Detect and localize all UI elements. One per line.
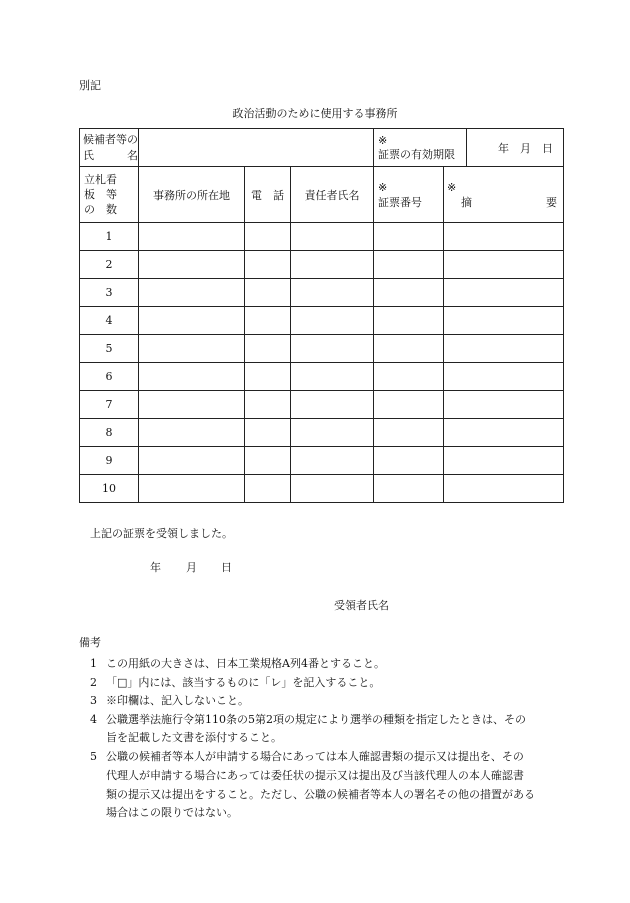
table-row (80, 223, 564, 251)
remarks-field[interactable] (444, 475, 564, 503)
validity-label: 証票の有効期限 (378, 147, 455, 161)
note-line (90, 695, 249, 706)
location-field[interactable] (139, 279, 245, 307)
header-remarks-left: 摘 (461, 195, 472, 209)
phone-field[interactable] (245, 279, 291, 307)
row-number: 7 (80, 391, 139, 419)
location-field[interactable] (139, 475, 245, 503)
responsible-field[interactable] (291, 363, 374, 391)
remarks-field[interactable] (444, 279, 564, 307)
candidate-label-line1: 候補者等の (83, 132, 138, 146)
row-number: 9 (80, 447, 139, 475)
note-text: 場合はこの限りではない。 (106, 806, 238, 819)
note-text: 「□」内には、該当するものに「レ」を記入すること。 (106, 676, 381, 689)
receipt-month: 月 (186, 561, 197, 574)
candidate-label-line2: 氏 名 (83, 148, 138, 162)
validity-date: 年 月 日 (467, 129, 564, 167)
cert-no-field[interactable] (374, 335, 444, 363)
table-row (80, 251, 564, 279)
phone-field[interactable] (245, 363, 291, 391)
table-row (80, 419, 564, 447)
cert-no-field[interactable] (374, 251, 444, 279)
cert-no-field[interactable] (374, 447, 444, 475)
received-text: 上記の証票を受領しました。 (90, 527, 233, 540)
remarks-field[interactable] (444, 363, 564, 391)
note-line (90, 732, 282, 743)
header-remarks-mark: ※ (447, 180, 457, 194)
form-title: 政治活動のために使用する事務所 (232, 107, 398, 120)
remarks-field[interactable] (444, 251, 564, 279)
responsible-field[interactable] (291, 447, 374, 475)
note-line (90, 714, 526, 725)
phone-field[interactable] (245, 335, 291, 363)
header-remarks-label (447, 195, 563, 210)
header-cert-no (374, 167, 444, 223)
location-field[interactable] (139, 447, 245, 475)
cert-no-field[interactable] (374, 363, 444, 391)
note-text: 旨を記載した文書を添付すること。 (106, 731, 282, 744)
note-line (90, 658, 385, 669)
location-field[interactable] (139, 363, 245, 391)
responsible-field[interactable] (291, 335, 374, 363)
cert-no-field[interactable] (374, 279, 444, 307)
table-row (80, 447, 564, 475)
responsible-field[interactable] (291, 391, 374, 419)
note-text: 公職選挙法施行令第110条の5第2項の規定により選挙の種類を指定したときは、その (106, 713, 526, 726)
note-text: この用紙の大きさは、日本工業規格A列4番とすること。 (106, 657, 385, 670)
remarks-field[interactable] (444, 307, 564, 335)
appendix-label: 別記 (79, 79, 101, 92)
location-field[interactable] (139, 391, 245, 419)
validity-mark: ※ (378, 133, 388, 147)
phone-field[interactable] (245, 307, 291, 335)
responsible-field[interactable] (291, 251, 374, 279)
note-number: 3 (90, 694, 97, 707)
remarks-field[interactable] (444, 335, 564, 363)
receipt-year: 年 (150, 561, 161, 574)
note-text: ※印欄は、記入しないこと。 (106, 694, 249, 707)
office-table (79, 128, 564, 503)
phone-field[interactable] (245, 251, 291, 279)
header-count (80, 167, 139, 223)
table-row (80, 391, 564, 419)
header-responsible: 責任者氏名 (291, 167, 374, 223)
receiver-label: 受領者氏名 (334, 599, 389, 612)
row-number: 2 (80, 251, 139, 279)
cert-no-field[interactable] (374, 475, 444, 503)
header-cert-mark: ※ (378, 180, 388, 194)
row-number: 8 (80, 419, 139, 447)
remarks-field[interactable] (444, 447, 564, 475)
notes-heading: 備考 (79, 636, 101, 649)
cert-no-field[interactable] (374, 223, 444, 251)
cert-no-field[interactable] (374, 307, 444, 335)
remarks-field[interactable] (444, 419, 564, 447)
note-line (90, 807, 238, 818)
note-number: 5 (90, 750, 97, 763)
phone-field[interactable] (245, 391, 291, 419)
responsible-field[interactable] (291, 475, 374, 503)
location-field[interactable] (139, 223, 245, 251)
responsible-field[interactable] (291, 223, 374, 251)
table-row (80, 335, 564, 363)
phone-field[interactable] (245, 419, 291, 447)
phone-field[interactable] (245, 223, 291, 251)
header-count-line3: の 数 (84, 203, 117, 216)
row-number: 1 (80, 223, 139, 251)
note-number: 1 (90, 657, 97, 670)
note-text: 類の提示又は提出をすること。ただし、公職の候補者等本人の署名その他の措置がある (106, 788, 535, 801)
table-row (80, 363, 564, 391)
note-line (90, 751, 524, 762)
header-cert-label: 証票番号 (378, 195, 422, 209)
header-count-line2: 板 等 (84, 188, 117, 201)
note-text: 公職の候補者等本人が申請する場合にあっては本人確認書類の提示又は提出を、その (106, 750, 524, 763)
note-number: 2 (90, 676, 97, 689)
location-field[interactable] (139, 419, 245, 447)
note-line (90, 677, 380, 688)
remarks-field[interactable] (444, 391, 564, 419)
row-number: 4 (80, 307, 139, 335)
note-number: 4 (90, 713, 97, 726)
receipt-day: 日 (221, 561, 232, 574)
responsible-field[interactable] (291, 307, 374, 335)
phone-field[interactable] (245, 447, 291, 475)
note-line (90, 770, 524, 781)
location-field[interactable] (139, 251, 245, 279)
responsible-field[interactable] (291, 279, 374, 307)
candidate-label (80, 129, 139, 167)
responsible-field[interactable] (291, 419, 374, 447)
header-phone: 電 話 (245, 167, 291, 223)
location-field[interactable] (139, 335, 245, 363)
row-number: 3 (80, 279, 139, 307)
table-row (80, 279, 564, 307)
row-number: 6 (80, 363, 139, 391)
header-remarks-right: 要 (546, 195, 557, 209)
header-count-line1: 立札看 (84, 173, 117, 186)
row-number: 10 (80, 475, 139, 503)
table-row (80, 475, 564, 503)
row-number: 5 (80, 335, 139, 363)
remarks-field[interactable] (444, 223, 564, 251)
header-row (80, 167, 564, 223)
header-location: 事務所の所在地 (139, 167, 245, 223)
phone-field[interactable] (245, 475, 291, 503)
note-text: 代理人が申請する場合にあっては委任状の提示又は提出及び当該代理人の本人確認書 (106, 769, 524, 782)
note-line (90, 789, 535, 800)
candidate-row (80, 129, 564, 167)
cert-no-field[interactable] (374, 391, 444, 419)
table-row (80, 307, 564, 335)
cert-no-field[interactable] (374, 419, 444, 447)
candidate-name-field[interactable] (139, 129, 374, 167)
validity-label-cell (374, 129, 467, 167)
location-field[interactable] (139, 307, 245, 335)
header-remarks (444, 167, 564, 223)
